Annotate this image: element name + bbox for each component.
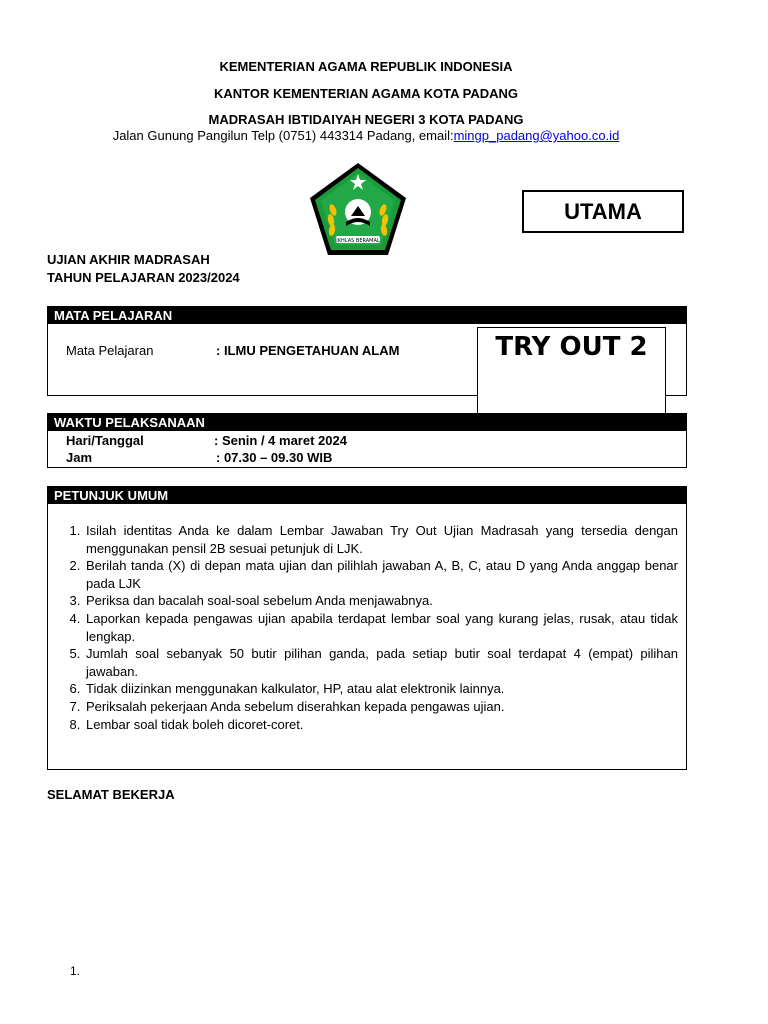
time-label: Jam (66, 450, 93, 465)
instruction-item: 5. Jumlah soal sebanyak 50 butir pilihan ganda, pada setiap butir soal terdapat 4 (empat) pilihan jawaban. (84, 645, 678, 680)
instruction-item: 4. Laporkan kepada pengawas ujian apabila terdapat lembar soal yang kurang jelas, rusak, atau tidak lengkap. (84, 610, 678, 645)
question-number: 1. (70, 964, 81, 978)
date-label: Hari/Tanggal (66, 433, 144, 448)
email-link[interactable]: mingp_padang@yahoo.co.id (453, 128, 620, 143)
closing-text: SELAMAT BEKERJA (47, 787, 175, 802)
school-address (0, 128, 732, 143)
subject-value: : ILMU PENGETAHUAN ALAM (216, 343, 400, 358)
exam-title: UJIAN AKHIR MADRASAH (47, 252, 210, 267)
ministry-title: KEMENTERIAN AGAMA REPUBLIK INDONESIA (219, 59, 513, 74)
instruction-item: 7. Periksalah pekerjaan Anda sebelum diserahkan kepada pengawas ujian. (84, 698, 678, 716)
logo-motto: IKHLAS BERAMAL (336, 238, 380, 244)
address-text: Jalan Gunung Pangilun Telp (0751) 443314 Padang, email: (112, 128, 454, 143)
main-badge: UTAMA (522, 190, 684, 233)
instructions-heading: PETUNJUK UMUM (48, 487, 686, 504)
time-section (47, 413, 687, 468)
instruction-item: 1. Isilah identitas Anda ke dalam Lembar Jawaban Try Out Ujian Madrasah yang tersedia dengan menggunakan pensil 2B sesuai petunjuk di LJK. (84, 522, 678, 557)
instruction-item: 3. Periksa dan bacalah soal-soal sebelum Anda menjawabnya. (84, 592, 678, 610)
kemenag-logo-icon (306, 160, 410, 260)
instruction-item: 6. Tidak diizinkan menggunakan kalkulator, HP, atau alat elektronik lainnya. (84, 680, 678, 698)
school-title: MADRASAH IBTIDAIYAH NEGERI 3 KOTA PADANG (208, 112, 524, 127)
time-heading: WAKTU PELAKSANAAN (48, 414, 686, 431)
exam-year: TAHUN PELAJARAN 2023/2024 (47, 270, 240, 285)
office-title: KANTOR KEMENTERIAN AGAMA KOTA PADANG (213, 86, 519, 101)
subject-label: Mata Pelajaran (66, 343, 154, 358)
instruction-item: 2. Berilah tanda (X) di depan mata ujian dan pilihlah jawaban A, B, C, atau D yang Anda anggap benar pada LJK (84, 557, 678, 592)
instructions-section (47, 486, 687, 770)
instruction-item: 8. Lembar soal tidak boleh dicoret-coret. (84, 716, 678, 734)
tryout-badge: TRY OUT 2 (477, 327, 666, 417)
time-value: : 07.30 – 09.30 WIB (216, 450, 333, 465)
instructions-list (48, 522, 678, 733)
subject-heading: MATA PELAJARAN (48, 307, 686, 324)
date-value: : Senin / 4 maret 2024 (214, 433, 347, 448)
